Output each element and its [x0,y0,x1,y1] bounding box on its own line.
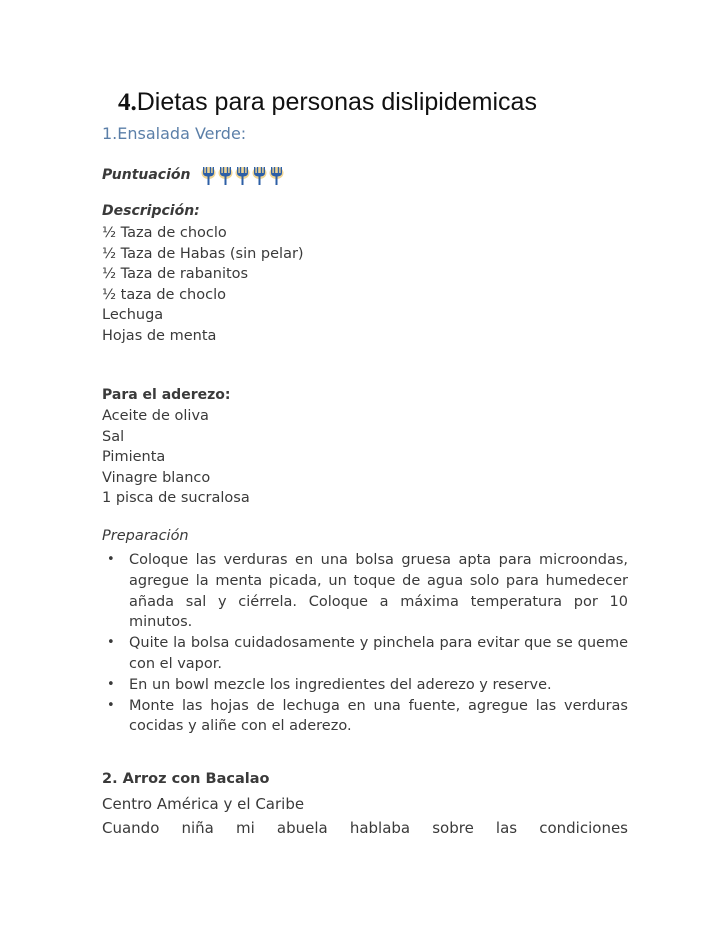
dressing-item: Sal [102,428,125,445]
fork-icon [251,165,268,186]
step-item [102,633,628,675]
recipe2-region: Centro América y el Caribe [102,795,305,813]
ingredient-list [102,223,304,347]
ingredient-item: ½ Taza de choclo [102,225,227,241]
rating-row [102,162,285,188]
preparation-heading: Preparación [102,528,189,544]
dressing-list [102,406,250,509]
ingredient-item: Lechuga [102,307,164,324]
step-item [102,675,628,696]
bullet-icon: • [107,697,115,713]
fork-icon [234,165,251,186]
title-number: 4. [118,89,137,116]
ingredient-item: ½ Taza de rabanitos [102,266,249,283]
recipe2-heading: 2. Arroz con Bacalao [102,771,270,787]
step-item [102,550,628,633]
rating-label: Puntuación [102,167,191,183]
preparation-steps [102,550,628,737]
ingredient-item: Hojas de menta [102,327,217,344]
dressing-item: 1 pisca de sucralosa [102,490,250,507]
dressing-item: Vinagre blanco [102,469,211,486]
bullet-icon: • [107,676,115,692]
dressing-item: Pimienta [102,449,166,466]
ingredient-item: ½ Taza de Habas (sin pelar) [102,245,304,262]
dressing-item: Aceite de oliva [102,408,209,424]
title-text: Dietas para personas dislipidemicas [136,88,537,116]
fork-icon [268,165,285,186]
rating-forks [200,165,285,186]
step-text: En un bowl mezcle los ingredientes del aderezo y reserve. [129,676,552,693]
fork-icon [217,165,234,186]
bullet-icon: • [107,552,115,567]
bullet-icon: • [107,635,115,651]
step-text: Coloque las verduras en una bolsa gruesa apta para microondas, agregue la menta picada, un toque de agua solo para humedecer añada sal y ciérrela. Coloque a máxima temperatura por 10 minutos. [129,552,628,631]
fork-icon [200,165,217,186]
description-heading: Descripción: [102,203,200,219]
step-text: Monte las hojas de lechuga en una fuente, agregue las verduras cocidas y aliñe con el aderezo. [129,697,628,735]
step-item [102,696,628,738]
step-text: Quite la bolsa cuidadosamente y pinchela para evitar que se queme con el vapor. [129,635,628,672]
page-title [118,88,537,117]
ingredient-item: ½ taza de choclo [102,286,226,303]
dressing-heading: Para el aderezo: [102,387,231,403]
recipe2-intro: Cuando niña mi abuela hablaba sobre las condiciones [102,819,628,837]
recipe1-heading: 1.Ensalada Verde: [102,124,247,143]
